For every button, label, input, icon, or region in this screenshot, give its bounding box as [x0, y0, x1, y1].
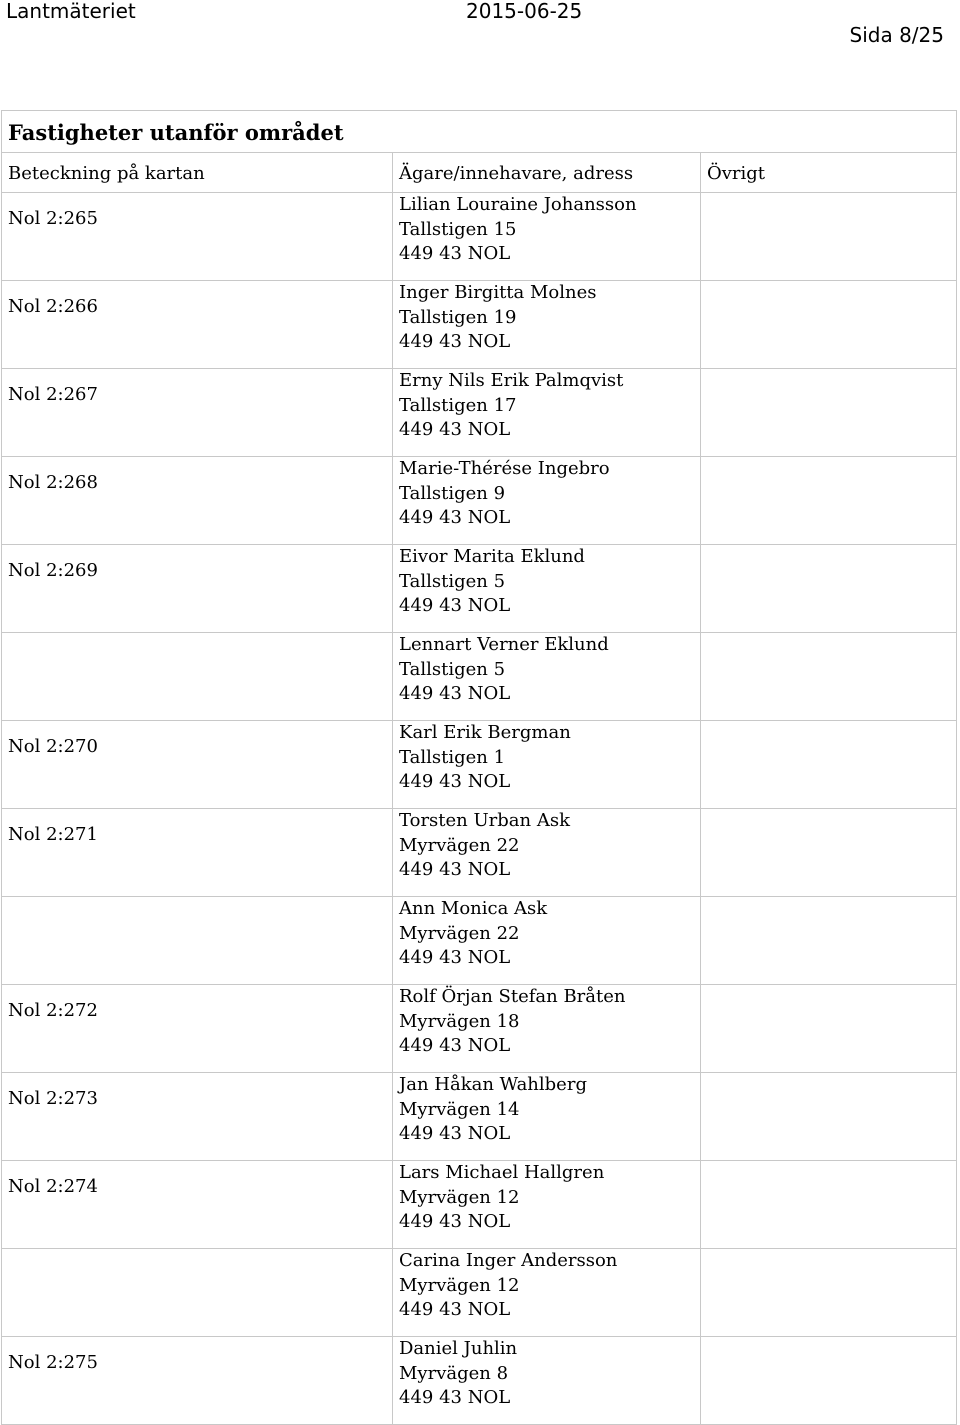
property-designation: Nol 2:267 [8, 383, 98, 405]
owner-street: Tallstigen 5 [399, 570, 506, 592]
owner-street: Myrvägen 14 [399, 1098, 520, 1120]
cell-owner [393, 1073, 701, 1161]
property-designation: Nol 2:265 [8, 207, 98, 229]
owner-postal: 449 43 NOL [399, 859, 511, 880]
cell-owner [393, 633, 701, 721]
cell-ovrigt [701, 193, 957, 281]
owner-street: Tallstigen 5 [399, 658, 506, 680]
property-table [1, 110, 957, 1425]
cell-ovrigt [701, 1249, 957, 1337]
owner-name: Rolf Örjan Stefan Bråten [399, 986, 626, 1007]
cell-ovrigt [701, 633, 957, 721]
owner-name: Carina Inger Andersson [399, 1250, 618, 1271]
owner-street: Tallstigen 19 [399, 306, 517, 328]
owner-name: Torsten Urban Ask [399, 810, 570, 831]
cell-ovrigt [701, 281, 957, 369]
table-title-row [2, 111, 957, 153]
cell-ovrigt [701, 985, 957, 1073]
owner-street: Tallstigen 15 [399, 218, 517, 240]
table-row [2, 1249, 957, 1337]
cell-ovrigt [701, 897, 957, 985]
cell-owner [393, 545, 701, 633]
cell-owner [393, 897, 701, 985]
owner-street: Myrvägen 22 [399, 834, 520, 856]
property-designation: Nol 2:270 [8, 735, 98, 757]
column-header-beteckning: Beteckning på kartan [2, 153, 393, 193]
cell-beteckning [2, 1161, 393, 1249]
cell-ovrigt [701, 1337, 957, 1425]
cell-ovrigt [701, 809, 957, 897]
table-row [2, 985, 957, 1073]
owner-street: Tallstigen 1 [399, 746, 506, 768]
property-designation: Nol 2:269 [8, 559, 98, 581]
column-header-row [2, 153, 957, 193]
column-header-agare: Ägare/innehavare, adress [393, 153, 701, 193]
owner-postal: 449 43 NOL [399, 683, 511, 704]
owner-name: Jan Håkan Wahlberg [399, 1074, 587, 1095]
owner-name: Ann Monica Ask [399, 898, 548, 919]
owner-name: Lilian Louraine Johansson [399, 194, 637, 215]
owner-street: Tallstigen 9 [399, 482, 506, 504]
owner-street: Myrvägen 18 [399, 1010, 520, 1032]
cell-beteckning [2, 809, 393, 897]
owner-postal: 449 43 NOL [399, 1387, 511, 1408]
owner-postal: 449 43 NOL [399, 595, 511, 616]
table-row [2, 721, 957, 809]
table-row [2, 457, 957, 545]
table-row [2, 193, 957, 281]
owner-postal: 449 43 NOL [399, 243, 511, 264]
owner-street: Myrvägen 8 [399, 1362, 509, 1384]
cell-beteckning [2, 545, 393, 633]
cell-beteckning [2, 985, 393, 1073]
column-header-ovrigt: Övrigt [701, 153, 957, 193]
table-row [2, 545, 957, 633]
cell-beteckning [2, 1337, 393, 1425]
cell-ovrigt [701, 1161, 957, 1249]
owner-postal: 449 43 NOL [399, 331, 511, 352]
cell-owner [393, 193, 701, 281]
cell-beteckning [2, 721, 393, 809]
cell-owner [393, 1249, 701, 1337]
owner-street: Tallstigen 17 [399, 394, 517, 416]
table-row [2, 633, 957, 721]
cell-owner [393, 1161, 701, 1249]
owner-name: Lennart Verner Eklund [399, 634, 609, 655]
cell-beteckning [2, 193, 393, 281]
cell-owner [393, 281, 701, 369]
owner-name: Karl Erik Bergman [399, 722, 571, 743]
cell-ovrigt [701, 721, 957, 809]
cell-ovrigt [701, 1073, 957, 1161]
owner-name: Daniel Juhlin [399, 1338, 518, 1359]
cell-owner [393, 809, 701, 897]
owner-name: Erny Nils Erik Palmqvist [399, 370, 624, 391]
property-designation: Nol 2:272 [8, 999, 98, 1021]
property-designation: Nol 2:266 [8, 295, 98, 317]
owner-name: Lars Michael Hallgren [399, 1162, 605, 1183]
owner-postal: 449 43 NOL [399, 1211, 511, 1232]
cell-beteckning [2, 369, 393, 457]
property-designation: Nol 2:275 [8, 1351, 98, 1373]
page-number: Sida 8/25 [849, 23, 944, 47]
table-row [2, 1073, 957, 1161]
cell-owner [393, 457, 701, 545]
cell-beteckning [2, 897, 393, 985]
table-title: Fastigheter utanför området [2, 111, 957, 153]
property-designation: Nol 2:273 [8, 1087, 98, 1109]
owner-postal: 449 43 NOL [399, 771, 511, 792]
cell-ovrigt [701, 369, 957, 457]
owner-street: Myrvägen 12 [399, 1274, 520, 1296]
owner-postal: 449 43 NOL [399, 1035, 511, 1056]
property-designation: Nol 2:271 [8, 823, 98, 845]
cell-beteckning [2, 1249, 393, 1337]
table-row [2, 1161, 957, 1249]
organization-name: Lantmäteriet [6, 0, 136, 23]
owner-postal: 449 43 NOL [399, 419, 511, 440]
cell-owner [393, 1337, 701, 1425]
owner-postal: 449 43 NOL [399, 947, 511, 968]
owner-postal: 449 43 NOL [399, 507, 511, 528]
cell-owner [393, 369, 701, 457]
property-designation: Nol 2:274 [8, 1175, 98, 1197]
owner-street: Myrvägen 12 [399, 1186, 520, 1208]
cell-ovrigt [701, 457, 957, 545]
table-row [2, 281, 957, 369]
cell-ovrigt [701, 545, 957, 633]
owner-street: Myrvägen 22 [399, 922, 520, 944]
owner-name: Inger Birgitta Molnes [399, 282, 597, 303]
document-date: 2015-06-25 [466, 0, 583, 23]
owner-name: Marie-Thérése Ingebro [399, 458, 610, 479]
property-designation: Nol 2:268 [8, 471, 98, 493]
cell-owner [393, 721, 701, 809]
cell-beteckning [2, 633, 393, 721]
cell-beteckning [2, 1073, 393, 1161]
cell-beteckning [2, 457, 393, 545]
page-header [0, 0, 960, 60]
table-row [2, 1337, 957, 1425]
cell-beteckning [2, 281, 393, 369]
table-row [2, 897, 957, 985]
table-row [2, 809, 957, 897]
owner-postal: 449 43 NOL [399, 1123, 511, 1144]
table-row [2, 369, 957, 457]
cell-owner [393, 985, 701, 1073]
owner-postal: 449 43 NOL [399, 1299, 511, 1320]
owner-name: Eivor Marita Eklund [399, 546, 585, 567]
